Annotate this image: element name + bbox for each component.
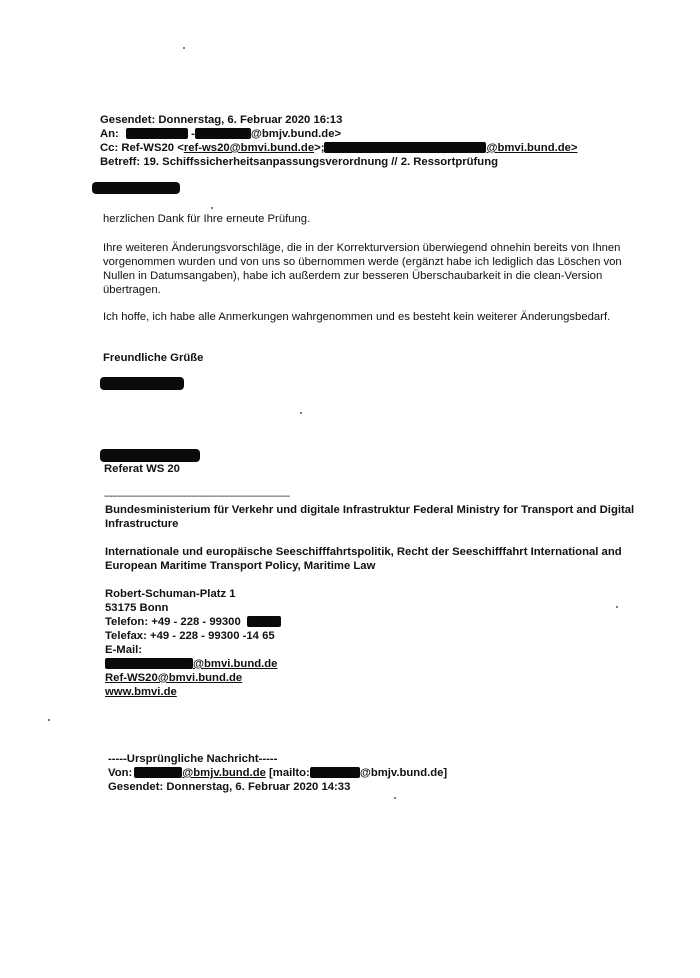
cc-label: Cc:: [100, 142, 119, 154]
sent-label: Gesendet:: [100, 114, 156, 126]
redaction-sender-name: [100, 377, 184, 390]
policy-line: Internationale und europäische Seeschifffahrtspolitik, Recht der Seeschifffahrt International and: [105, 546, 622, 558]
scan-speck: [183, 47, 185, 49]
email-line: [105, 657, 277, 671]
cc-email2[interactable]: @bmvi.bund.de>: [486, 142, 578, 154]
original-sent-line: [108, 780, 350, 794]
from-label: Von:: [108, 767, 133, 779]
subject-value: 19. Schiffssicherheitsanpassungsverordnung // 2. Ressortprüfung: [143, 156, 498, 168]
redaction: [134, 767, 182, 778]
sent-label: Gesendet:: [108, 781, 164, 793]
ref-email-link[interactable]: Ref-WS20@bmvi.bund.de: [105, 672, 243, 684]
phone: Telefon: +49 - 228 - 99300: [105, 616, 241, 628]
original-heading: -----Ursprüngliche Nachricht-----: [108, 753, 278, 765]
separator: --------------------------------------------------------------------: [104, 491, 290, 502]
department: Referat WS 20: [104, 463, 180, 475]
original-from-line: [108, 766, 447, 780]
mailto-prefix: [mailto:: [269, 767, 310, 779]
address-city: 53175 Bonn: [105, 602, 169, 614]
subject-label: Betreff:: [100, 156, 141, 168]
scan-speck: [211, 207, 213, 209]
redaction-salutation: [92, 182, 180, 194]
redaction-signature-name: [100, 449, 200, 462]
website-link[interactable]: www.bmvi.de: [105, 686, 177, 698]
to-line: [100, 127, 341, 141]
ministry-line: Infrastructure: [105, 518, 179, 530]
redaction: [310, 767, 360, 778]
scan-speck: [300, 412, 302, 414]
redaction: [247, 616, 281, 627]
email-label: E-Mail:: [105, 644, 143, 656]
greeting: herzlichen Dank für Ihre erneute Prüfung.: [103, 213, 311, 225]
cc-close: >;: [314, 142, 325, 154]
address-street: Robert-Schuman-Platz 1: [105, 588, 236, 600]
fax: Telefax: +49 - 228 - 99300 -14 65: [105, 630, 275, 642]
email-link[interactable]: @bmvi.bund.de: [193, 658, 278, 670]
paragraph-line: Nullen in Datumsangaben), habe ich außerdem zur besseren Überschaubarkeit in die clean-Version: [103, 270, 603, 282]
redaction: [105, 658, 193, 669]
scan-speck: [48, 719, 50, 721]
to-separator: -: [187, 128, 195, 140]
redaction: [324, 142, 486, 153]
ministry-line: Bundesministerium für Verkehr und digitale Infrastruktur Federal Ministry for Transport and Digital: [105, 504, 635, 516]
policy-line: European Maritime Transport Policy, Maritime Law: [105, 560, 376, 572]
sent-value: Donnerstag, 6. Februar 2020 14:33: [166, 781, 351, 793]
cc-line: [100, 141, 578, 155]
redaction: [126, 128, 188, 139]
paragraph-line: übertragen.: [103, 284, 161, 296]
closing: Freundliche Grüße: [103, 352, 204, 364]
to-email: @bmjv.bund.de>: [250, 128, 342, 140]
scan-speck: [394, 797, 396, 799]
sent-value: Donnerstag, 6. Februar 2020 16:13: [158, 114, 343, 126]
to-label: An:: [100, 128, 119, 140]
from-email[interactable]: @bmjv.bund.de: [182, 767, 266, 779]
paragraph-line: vorgenommen wurden und von uns so übernommen werde (ergänzt habe ich lediglich das Löschen von: [103, 256, 622, 268]
redaction: [195, 128, 251, 139]
mailto-suffix: @bmjv.bund.de]: [359, 767, 448, 779]
scan-speck: [616, 606, 618, 608]
subject-line: [100, 155, 498, 169]
sent-line: [100, 113, 342, 127]
cc-email-link[interactable]: ref-ws20@bmvi.bund.de: [183, 142, 315, 154]
cc-name: Ref-WS20 <: [121, 142, 184, 154]
paragraph-line: Ihre weiteren Änderungsvorschläge, die in der Korrekturversion überwiegend ohnehin bereits von Ihnen: [103, 242, 621, 254]
paragraph-2: Ich hoffe, ich habe alle Anmerkungen wahrgenommen und es besteht kein weiterer Änderungsbedarf.: [103, 311, 611, 323]
phone-line: [105, 615, 281, 629]
